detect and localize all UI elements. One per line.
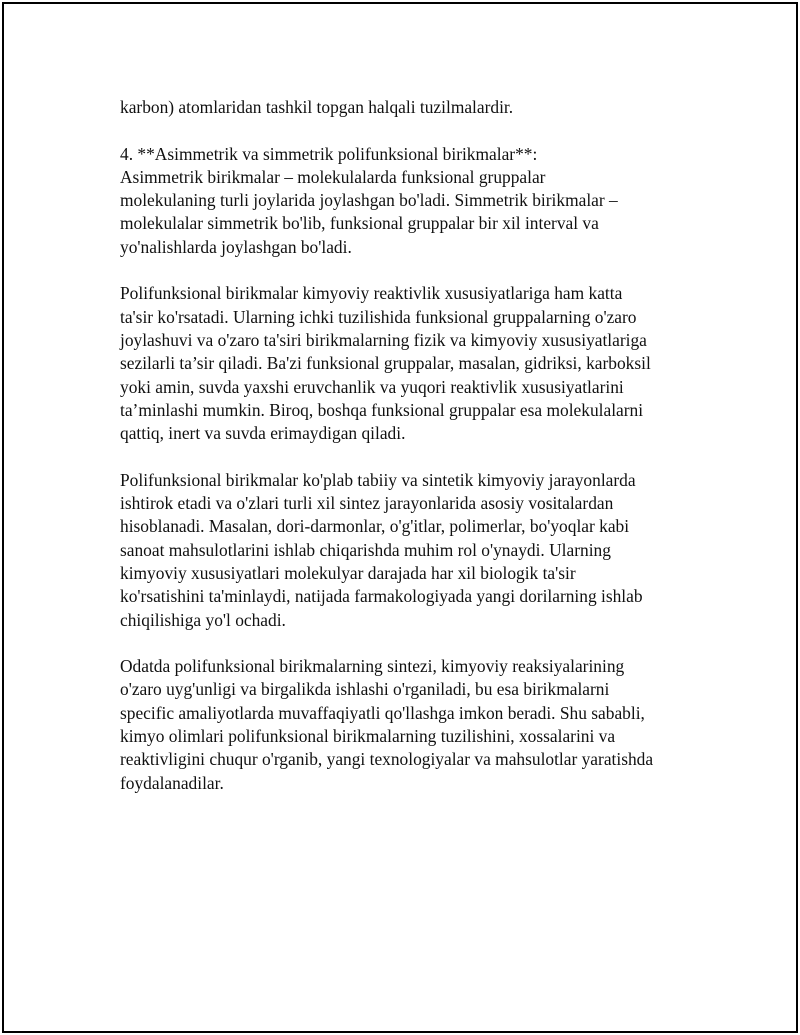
paragraph-reactivity	[120, 282, 700, 445]
text-line: Polifunksional birikmalar ko'plab tabiiy va sintetik kimyoviy jarayonlarda	[120, 469, 636, 490]
text-line: yoki amin, suvda yaxshi eruvchanlik va yuqori reaktivlik xususiyatlarini	[120, 376, 624, 397]
text-line: molekulalar simmetrik bo'lib, funksional gruppalar bir xil interval va	[120, 213, 599, 234]
text-line: joylashuvi va o'zaro ta'siri birikmalarning fizik va kimyoviy xususiyatlariga	[120, 329, 647, 350]
text-line: sanoat mahsulotlarini ishlab chiqarishda muhim rol o'ynaydi. Ularning	[120, 539, 611, 560]
text-line: ta'sir ko'rsatadi. Ularning ichki tuzilishida funksional gruppalarning o'zaro	[120, 306, 637, 327]
text-line: kimyo olimlari polifunksional birikmalarning tuzilishini, xossalarini va	[120, 726, 616, 747]
text-line: karbon) atomlaridan tashkil topgan halqali tuzilmalardir.	[120, 97, 514, 117]
text-line: sezilarli ta’sir qiladi. Ba'zi funksional gruppalar, masalan, gidriksi, karboksil	[120, 353, 651, 374]
text-line: specific amaliyotlarda muvaffaqiyatli qo'llashga imkon beradi. Shu sababli,	[120, 702, 645, 723]
text-line: Odatda polifunksional birikmalarning sintezi, kimyoviy reaksiyalarining	[120, 656, 625, 677]
text-line: 4. **Asimmetrik va simmetrik polifunksional birikmalar**:	[120, 143, 538, 164]
text-line: ko'rsatishini ta'minlaydi, natijada farmakologiyada yangi dorilarning ishlab	[120, 586, 643, 607]
text-line: foydalanadilar.	[120, 772, 224, 793]
text-line: reaktivligini chuqur o'rganib, yangi texnologiyalar va mahsulotlar yaratishda	[120, 749, 654, 770]
text-line: ta’minlashi mumkin. Biroq, boshqa funksional gruppalar esa molekulalarni	[120, 399, 644, 420]
text-line: Asimmetrik birikmalar – molekulalarda funksional gruppalar	[120, 166, 546, 187]
document-body	[120, 96, 700, 818]
text-line: qattiq, inert va suvda erimaydigan qiladi.	[120, 423, 406, 444]
text-line: Polifunksional birikmalar kimyoviy reaktivlik xususiyatlariga ham katta	[120, 283, 623, 304]
text-line: chiqilishiga yo'l ochadi.	[120, 609, 286, 630]
paragraph-continuation	[120, 96, 700, 119]
text-line: o'zaro uyg'unligi va birgalikda ishlashi o'rganiladi, bu esa birikmalarni	[120, 679, 610, 700]
paragraph-synthesis	[120, 655, 700, 795]
text-line: molekulaning turli joylarida joylashgan bo'ladi. Simmetrik birikmalar –	[120, 190, 618, 211]
paragraph-applications	[120, 469, 700, 632]
text-line: ishtirok etadi va o'zlari turli xil sintez jarayonlarida asosiy vositalardan	[120, 493, 614, 514]
text-line: yo'nalishlarda joylashgan bo'ladi.	[120, 236, 352, 257]
paragraph-asymmetric-symmetric	[120, 143, 700, 259]
text-line: hisoblanadi. Masalan, dori-darmonlar, o'g'itlar, polimerlar, bo'yoqlar kabi	[120, 516, 630, 537]
document-page	[2, 2, 798, 1033]
text-line: kimyoviy xususiyatlari molekulyar darajada har xil biologik ta'sir	[120, 562, 576, 583]
